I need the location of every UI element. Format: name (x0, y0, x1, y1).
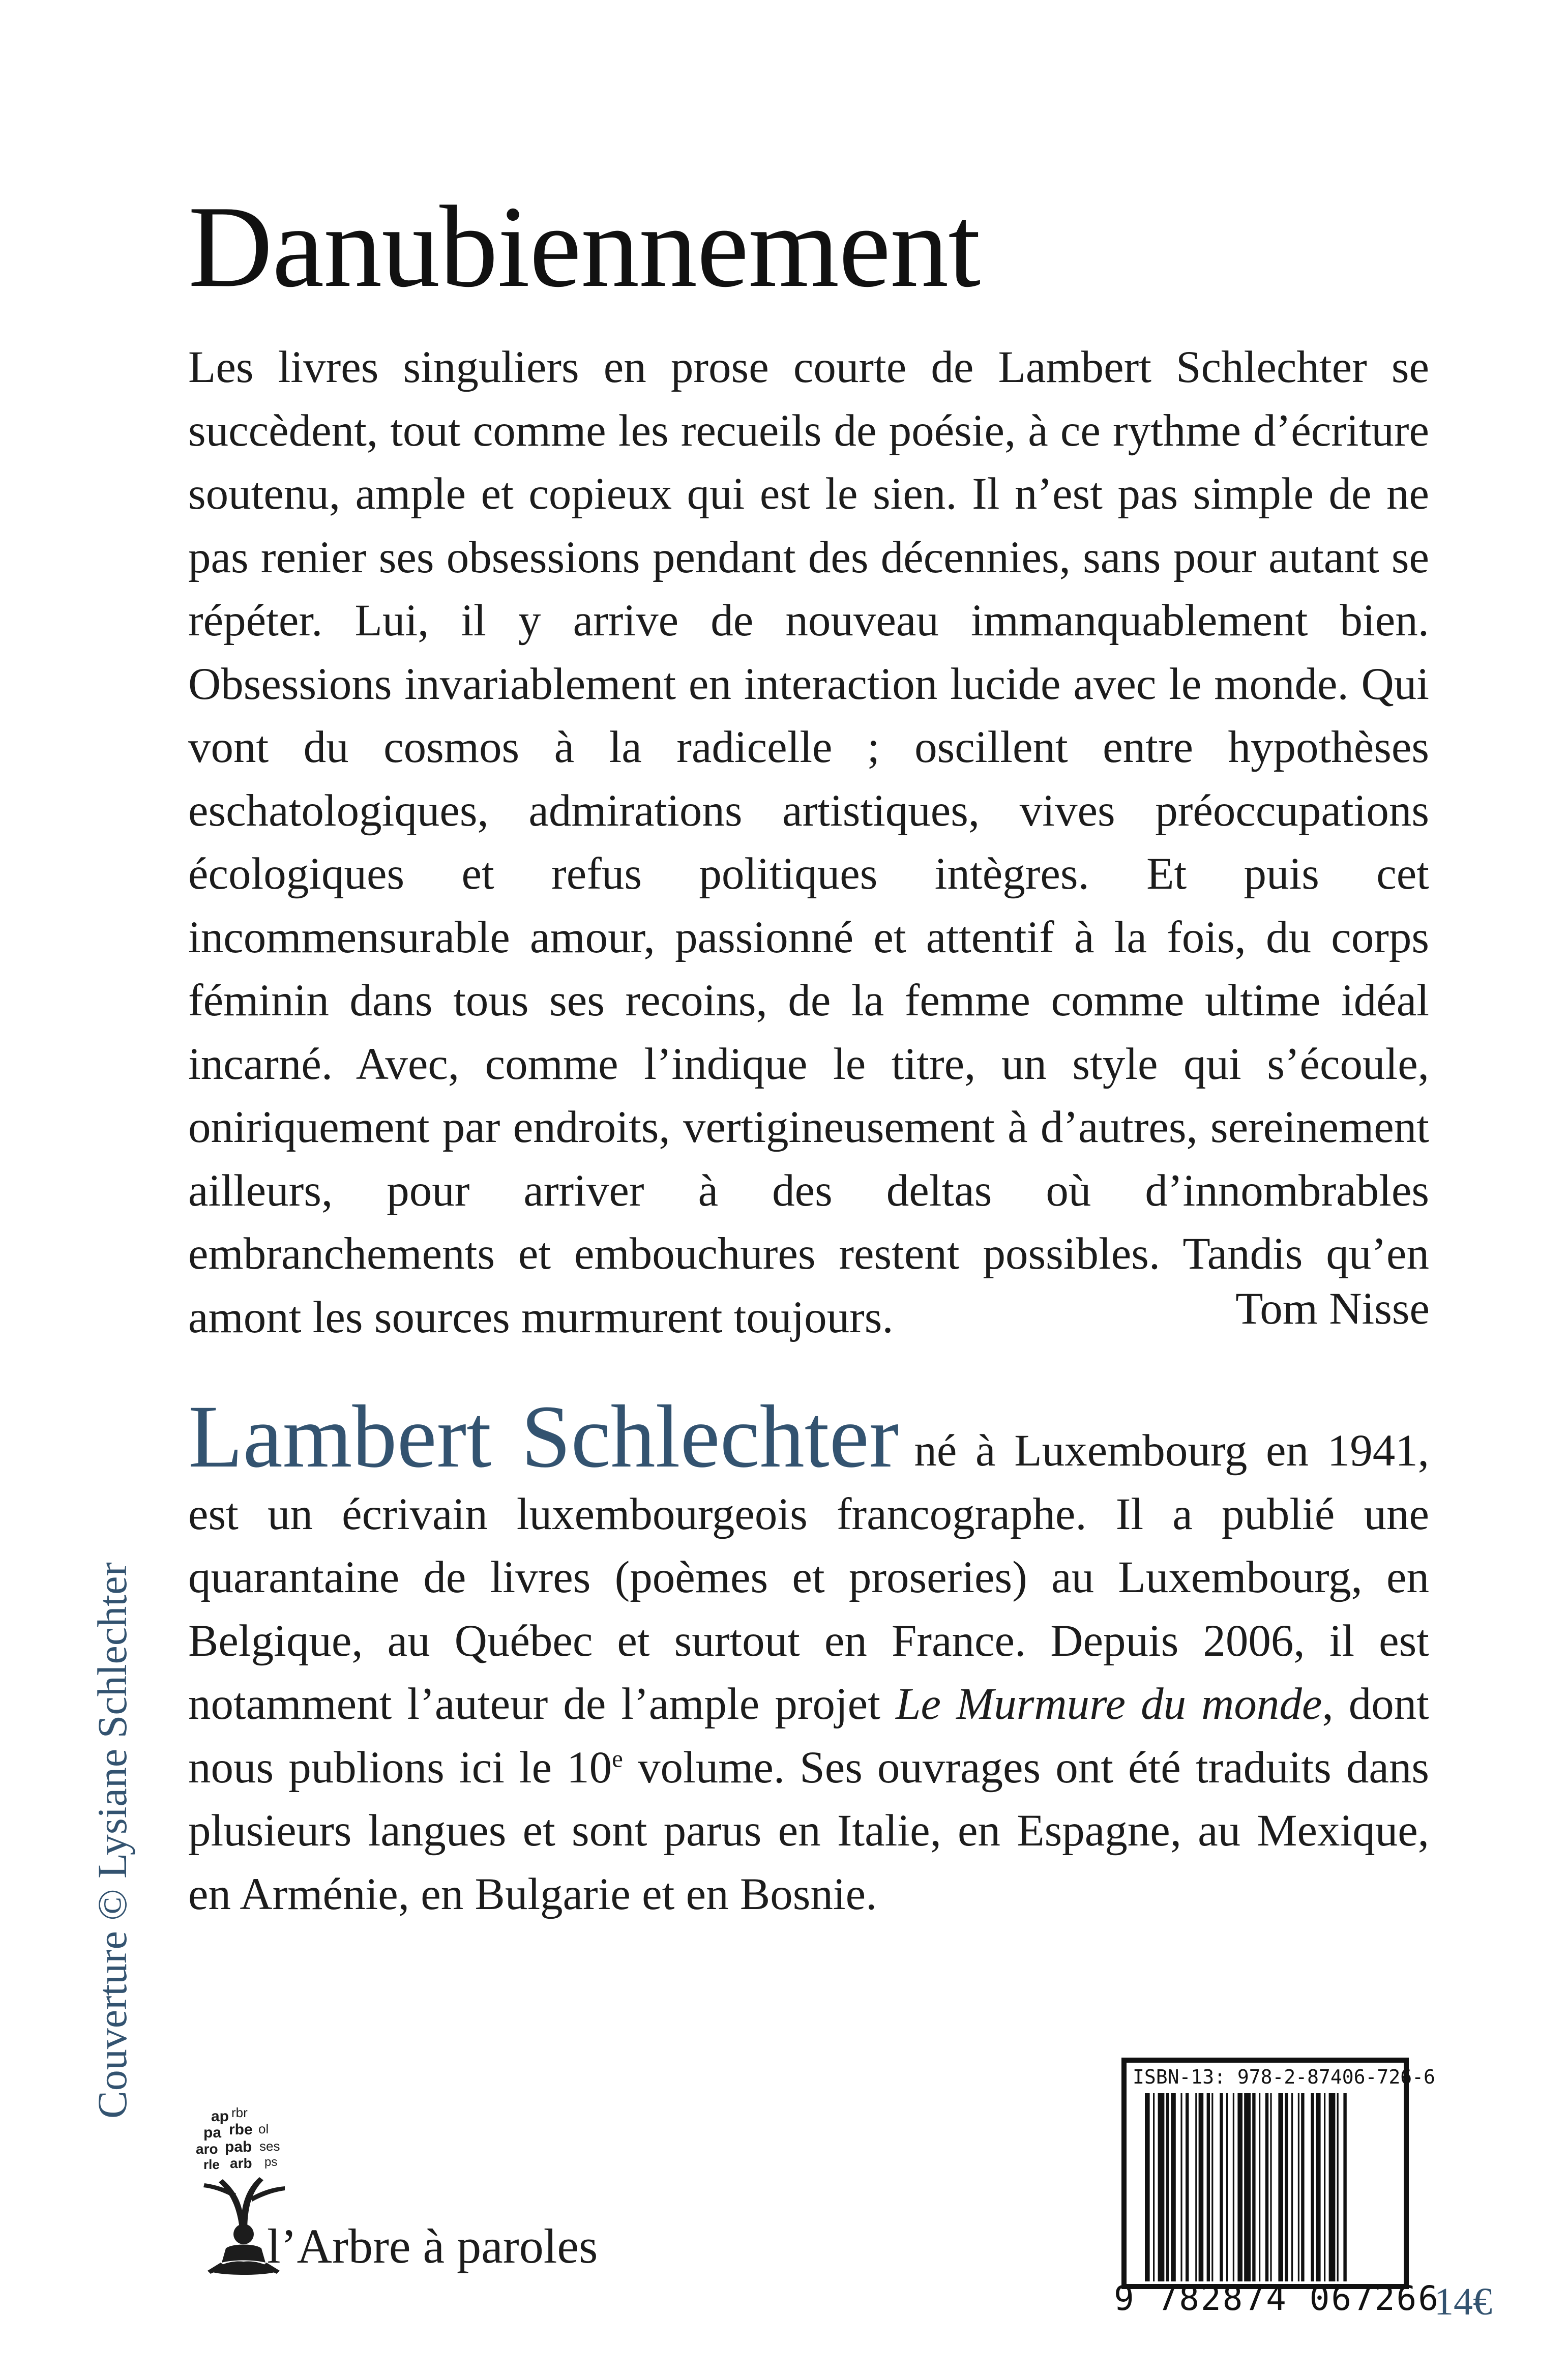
svg-text:rbr: rbr (231, 2105, 248, 2120)
series-title: Le Murmure du monde (896, 1679, 1322, 1729)
ordinal-superscript: e (612, 1744, 623, 1772)
publisher-name: l’Arbre à paroles (267, 2219, 598, 2273)
svg-text:pab: pab (225, 2138, 252, 2155)
blurb-text: Les livres singuliers en prose courte de Lambert Schlechter se succèdent, tout comme les recueils de poésie, à ce rythme d’écriture soutenu, ample et copieux qui est le sien. Il n’est pas simple de ne pas renier ses obsessions pendant des décennies, sans pour autant se répéter. Lui, il y arrive de nouveau immanquablement bien. Obsessions invariablement en interaction lucide avec le monde. Qui vont du cosmos à la radicelle ; oscillent entre hypothèses eschatologiques, admirations artistiques, vives préoccupations écologiques et refus politiques intègres. Et puis cet incommensurable amour, passionné et attentif à la fois, du corps féminin dans tous ses recoins, de la femme comme ultime idéal incarné. Avec, comme l’indique le titre, un style qui s’écoule, oniriquement par endroits, vertigineusement à d’autres, sereinement ailleurs, pour arriver à des deltas où d’innombrables embranchements et embouchures restent possibles. Tandis qu’en amont les sources murmurent toujours. (188, 342, 1429, 1342)
price: 14€ (1434, 2280, 1492, 2323)
bio-text-part2: , dont nous publions ici le 10 (188, 1679, 1430, 1793)
author-name: Lambert Schlechter (188, 1387, 899, 1486)
svg-text:pa: pa (203, 2124, 222, 2141)
svg-text:arb: arb (230, 2155, 252, 2171)
bio-text-part3: volume. Ses ouvrages ont été traduits dans plusieurs langues et sont parus en Italie, en Espagne, au Mexique, en Arménie, en Bulgarie et en Bosnie. (188, 1742, 1429, 1919)
cover-credit: Couverture © Lysiane Schlechter (89, 1562, 135, 2119)
svg-text:rbe: rbe (229, 2121, 253, 2138)
author-bio (188, 1387, 1430, 1926)
barcode-digits: 9 782874 067266 (1114, 2279, 1440, 2318)
svg-text:ses: ses (259, 2138, 280, 2154)
book-title: Danubiennement (188, 182, 981, 311)
barcode (1121, 2058, 1435, 2289)
blurb-author: Tom Nisse (1235, 1284, 1430, 1334)
svg-text:ps: ps (264, 2155, 278, 2169)
bio-text-part1: né à Luxembourg en 1941, est un écrivain luxembourgeois francographe. Il a publié une quarantaine de livres (poèmes et proseries) au Luxembourg, en Belgique, au Québec et surtout en France. Depuis 2006, il est notamment l’auteur de l’ample projet (188, 1426, 1430, 1729)
svg-text:ap: ap (211, 2108, 229, 2125)
isbn-label: ISBN-13: 978-2-87406-726-6 (1133, 2066, 1435, 2088)
svg-text:aro: aro (196, 2141, 218, 2157)
svg-text:rle: rle (203, 2157, 220, 2172)
barcode-bars (1145, 2093, 1394, 2281)
svg-text:ol: ol (258, 2121, 269, 2136)
